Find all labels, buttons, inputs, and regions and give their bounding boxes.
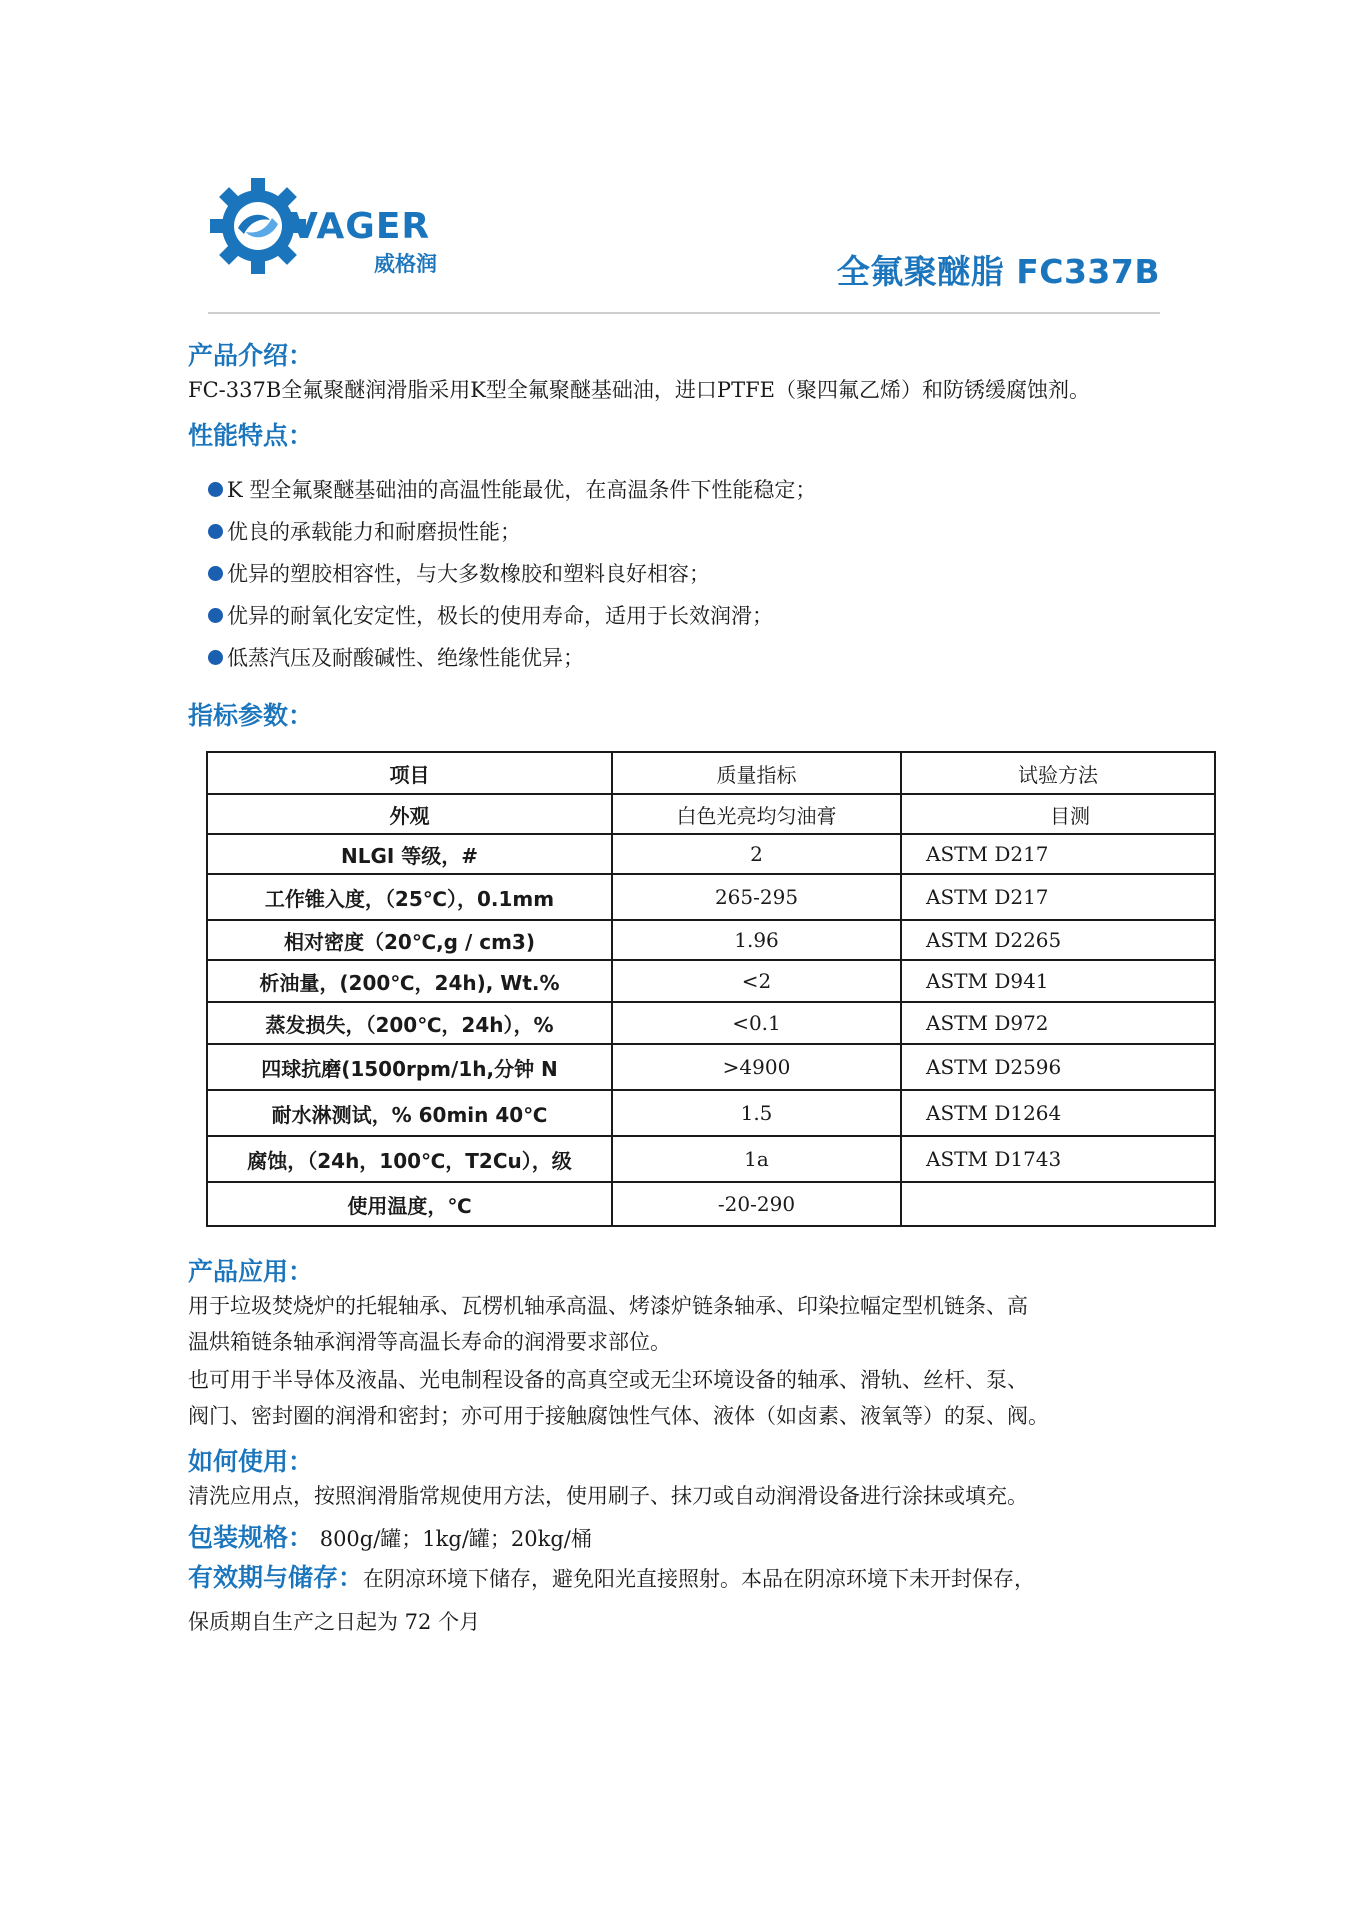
column-header: 质量指标	[612, 752, 901, 794]
application-heading: 产品应用：	[188, 1257, 314, 1286]
table-row: 腐蚀，（24h，100℃，T2Cu），级 1a ASTM D1743	[207, 1136, 1215, 1182]
bullet-icon	[208, 566, 223, 581]
bullet-icon	[208, 524, 223, 539]
application-line: 阀门、密封圈的润滑和密封；亦可用于接触腐蚀性气体、液体（如卤素、液氧等）的泵、阀。	[188, 1404, 1049, 1428]
params-heading: 指标参数：	[188, 701, 314, 730]
table-row: 使用温度，℃ -20-290	[207, 1182, 1215, 1226]
column-header: 试验方法	[901, 752, 1215, 794]
table-row: 蒸发损失，（200℃，24h），% <0.1 ASTM D972	[207, 1002, 1215, 1044]
company-logo	[208, 176, 458, 276]
logo-wordmark: VAGER	[290, 206, 431, 247]
application-line: 也可用于半导体及液晶、光电制程设备的高真空或无尘环境设备的轴承、滑轨、丝杆、泵、	[188, 1368, 1028, 1392]
packaging-value: 800g/罐；1kg/罐；20kg/桶	[319, 1527, 592, 1551]
header-divider	[208, 312, 1160, 314]
table-row: 四球抗磨(1500rpm/1h,分钟 N >4900 ASTM D2596	[207, 1044, 1215, 1090]
spec-table	[206, 751, 1216, 1227]
list-item: 优异的耐氧化安定性，极长的使用寿命，适用于长效润滑；	[208, 595, 816, 637]
table-row: 耐水淋测试，% 60min 40℃ 1.5 ASTM D1264	[207, 1090, 1215, 1136]
table-row: NLGI 等级，# 2 ASTM D217	[207, 834, 1215, 874]
features-list	[208, 469, 816, 679]
bullet-icon	[208, 650, 223, 665]
intro-text: FC-337B全氟聚醚润滑脂采用K型全氟聚醚基础油，进口PTFE（聚四氟乙烯）和防锈缓腐蚀剂。	[188, 378, 1090, 402]
logo-chinese-name: 威格润	[374, 252, 437, 276]
list-item: 低蒸汽压及耐酸碱性、绝缘性能优异；	[208, 637, 816, 679]
storage-line-2: 保质期自生产之日起为 72 个月	[188, 1610, 481, 1634]
usage-heading: 如何使用：	[188, 1447, 314, 1476]
intro-heading: 产品介绍：	[188, 341, 314, 370]
table-row: 外观 白色光亮均匀油膏 目测	[207, 794, 1215, 834]
features-heading: 性能特点：	[188, 421, 314, 450]
list-item: 优异的塑胶相容性，与大多数橡胶和塑料良好相容；	[208, 553, 816, 595]
usage-text: 清洗应用点，按照润滑脂常规使用方法，使用刷子、抹刀或自动润滑设备进行涂抹或填充。	[188, 1484, 1028, 1508]
storage-label: 有效期与储存：	[188, 1563, 364, 1592]
column-header: 项目	[207, 752, 612, 794]
packaging-line	[188, 1518, 592, 1559]
bullet-icon	[208, 608, 223, 623]
application-line: 温烘箱链条轴承润滑等高温长寿命的润滑要求部位。	[188, 1330, 671, 1354]
bullet-icon	[208, 482, 223, 497]
table-row: 析油量，(200℃，24h), Wt.% <2 ASTM D941	[207, 960, 1215, 1002]
table-row: 相对密度（20℃,g / cm3) 1.96 ASTM D2265	[207, 920, 1215, 960]
table-row: 工作锥入度，（25℃），0.1mm 265-295 ASTM D217	[207, 874, 1215, 920]
storage-value: 在阴凉环境下储存，避免阳光直接照射。本品在阴凉环境下未开封保存，	[363, 1567, 1036, 1591]
list-item: K 型全氟聚醚基础油的高温性能最优，在高温条件下性能稳定；	[208, 469, 816, 511]
storage-line	[188, 1558, 1035, 1599]
packaging-label: 包装规格：	[188, 1523, 314, 1552]
application-line: 用于垃圾焚烧炉的托辊轴承、瓦楞机轴承高温、烤漆炉链条轴承、印染拉幅定型机链条、高	[188, 1294, 1028, 1318]
document-title: 全氟聚醚脂 FC337B	[836, 252, 1160, 291]
table-header-row	[207, 752, 1215, 794]
list-item: 优良的承载能力和耐磨损性能；	[208, 511, 816, 553]
